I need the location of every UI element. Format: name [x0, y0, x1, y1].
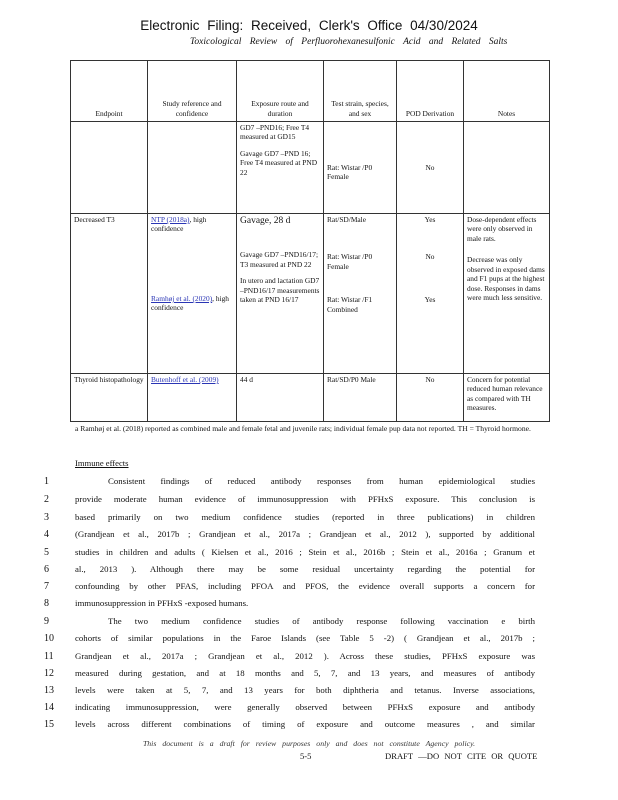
- line-number: 14: [44, 702, 54, 713]
- endpoint-cell: Decreased T3: [71, 214, 148, 374]
- exposure-text: Gavage, 28 d: [240, 216, 291, 226]
- line-text: Grandjean et al., 2017a ; Grandjean et al., 2012 ). Across these studies, PFHxS exposure was: [75, 651, 535, 661]
- table-cell: [71, 122, 148, 214]
- pod-value: Yes: [424, 294, 436, 304]
- pod-value: No: [425, 252, 435, 262]
- page-number: 5-5: [300, 751, 312, 761]
- line-number: 13: [44, 685, 54, 696]
- line-number: 7: [44, 581, 49, 592]
- table-cell: [148, 214, 237, 374]
- table-cell: [148, 374, 237, 422]
- text-line: [0, 494, 618, 512]
- text-line: [0, 702, 618, 720]
- exposure-text: GD7 –PND16; Free T4 measured at GD15: [240, 123, 310, 142]
- text-line: [0, 529, 618, 547]
- draft-notice: DRAFT —DO NOT CITE OR QUOTE: [385, 751, 538, 761]
- exposure-text: Gavage GD7 –PND16/17; T3 measured at PND 22: [240, 250, 319, 269]
- line-text: The two medium confidence studies of antibody response following vaccination e birth: [108, 616, 535, 626]
- col-header-pod: POD Derivation: [397, 61, 464, 122]
- line-number: 15: [44, 719, 54, 730]
- text-line: [0, 581, 618, 599]
- table-row: [71, 374, 550, 422]
- col-header-notes: Notes: [464, 61, 550, 122]
- pod-value: Yes: [424, 215, 436, 224]
- line-number: 5: [44, 547, 49, 558]
- evidence-table: [70, 60, 550, 422]
- exposure-text: In utero and lactation GD7 –PND16/17 measurements taken at PND 16/17: [240, 276, 320, 305]
- endpoint-cell: Thyroid histopathology: [71, 374, 148, 422]
- line-number: 3: [44, 512, 49, 523]
- text-line: [0, 719, 618, 737]
- line-text: studies in children and adults ( Kielsen et al., 2016 ; Stein et al., 2016b ; Stein et al., 2016a ; Granum et: [75, 547, 535, 557]
- exposure-text: Gavage GD7 –PND 16; Free T4 measured at PND 22: [240, 148, 318, 177]
- text-line: [0, 547, 618, 565]
- text-line: [0, 512, 618, 530]
- strain-text: Rat/SD/P0 Male: [324, 374, 397, 422]
- table-cell: [397, 122, 464, 214]
- line-text: levels were taken at 5, 7, and 13 years for both diphtheria and tetanus. Inverse associations,: [75, 685, 535, 695]
- line-number: 2: [44, 494, 49, 505]
- line-text: cohorts of similar populations in the Faroe Islands (see Table 5 -2) ( Grandjean et al., 2017b ;: [75, 633, 535, 643]
- section-heading: Immune effects: [75, 458, 129, 468]
- line-text: al., 2013 ). Although there may be some residual uncertainty regarding the potential for: [75, 564, 535, 574]
- table-cell: [148, 122, 237, 214]
- pod-value: No: [397, 374, 464, 422]
- col-header-study: Study reference and confidence: [148, 61, 237, 122]
- col-header-endpoint: Endpoint: [71, 61, 148, 122]
- line-number: 8: [44, 598, 49, 609]
- line-text: indicating immunosuppression, were generally observed between PFHxS exposure and antibody: [75, 702, 535, 712]
- line-text: provide moderate human evidence of immunosuppression with PFHxS exposure. This conclusion is: [75, 494, 535, 504]
- strain-text: Rat: Wistar /F1 Combined: [327, 295, 373, 314]
- table-cell: [464, 122, 550, 214]
- table-footnote: a Ramhøj et al. (2018) reported as combined male and female fetal and juvenile rats; individual female pup data not reported. TH = Thyroid hormone.: [75, 424, 531, 433]
- line-text: (Grandjean et al., 2017b ; Grandjean et al., 2017a ; Grandjean et al., 2012 ), supported by additional: [75, 529, 535, 539]
- strain-text: Rat/SD/Male: [327, 215, 367, 224]
- col-header-strain: Test strain, species, and sex: [324, 61, 397, 122]
- table-row: [71, 214, 550, 374]
- line-number: 12: [44, 668, 54, 679]
- line-text: Consistent findings of reduced antibody responses from human epidemiological studies: [108, 476, 535, 486]
- line-text: confounding by other PFAS, including PFOA and PFOS, the evidence overall supports a concern for: [75, 581, 535, 591]
- line-number: 4: [44, 529, 49, 540]
- line-number: 10: [44, 633, 54, 644]
- study-link[interactable]: NTP (2018a): [151, 215, 190, 224]
- strain-text: Rat: Wistar /P0 Female: [327, 252, 373, 271]
- text-line: [0, 564, 618, 582]
- text-line: [0, 616, 618, 634]
- pod-value: No: [425, 163, 435, 172]
- line-text: immunosuppression in PFHxS -exposed humans.: [75, 598, 249, 608]
- text-line: [0, 598, 618, 616]
- exposure-text: 44 d: [237, 374, 324, 422]
- line-text: levels across different combinations of timing of exposure and outcome measures , and similar: [75, 719, 535, 729]
- notes-text: Concern for potential reduced human relevance as compared with TH measures.: [464, 374, 550, 422]
- study-reference: Ramhøj et al. (2020), high confidence: [151, 293, 230, 313]
- line-number: 11: [44, 651, 54, 662]
- text-line: [0, 651, 618, 669]
- line-number: 6: [44, 564, 49, 575]
- notes-text: Dose-dependent effects were only observed in male rats.: [467, 215, 537, 243]
- strain-text: Rat: Wistar /P0 Female: [327, 163, 373, 182]
- text-line: [0, 633, 618, 651]
- study-reference: NTP (2018a), high confidence: [151, 215, 207, 234]
- table-cell: [237, 122, 324, 214]
- document-title: Toxicological Review of Perfluorohexanesulfonic Acid and Related Salts: [190, 37, 508, 47]
- table-cell: [464, 214, 550, 374]
- notes-text: Decrease was only observed in exposed dams and F1 pups at the highest dose. Responses in dams were much less sensitive.: [467, 255, 545, 303]
- text-line: [0, 668, 618, 686]
- table-header-row: [71, 61, 550, 122]
- table-row: [71, 122, 550, 214]
- line-text: based primarily on two medium confidence studies (reported in three publications) in children: [75, 512, 535, 522]
- table-cell: [324, 214, 397, 374]
- text-line: [0, 476, 618, 494]
- draft-disclaimer: This document is a draft for review purposes only and does not constitute Agency policy.: [142, 739, 476, 748]
- table-cell: [324, 122, 397, 214]
- study-link[interactable]: Butenhoff et al. (2009): [151, 375, 219, 384]
- line-text: measured during gestation, and at 18 months and 5, 7, and 13 years, and measures of antibody: [75, 668, 535, 678]
- study-link[interactable]: Ramhøj et al. (2020): [151, 293, 213, 303]
- line-number: 1: [44, 476, 49, 487]
- col-header-exposure: Exposure route and duration: [237, 61, 324, 122]
- line-number: 9: [44, 616, 49, 627]
- table-cell: [397, 214, 464, 374]
- text-line: [0, 685, 618, 703]
- filing-header: Electronic Filing: Received, Clerk's Office 04/30/2024: [140, 18, 478, 33]
- table-cell: [237, 214, 324, 374]
